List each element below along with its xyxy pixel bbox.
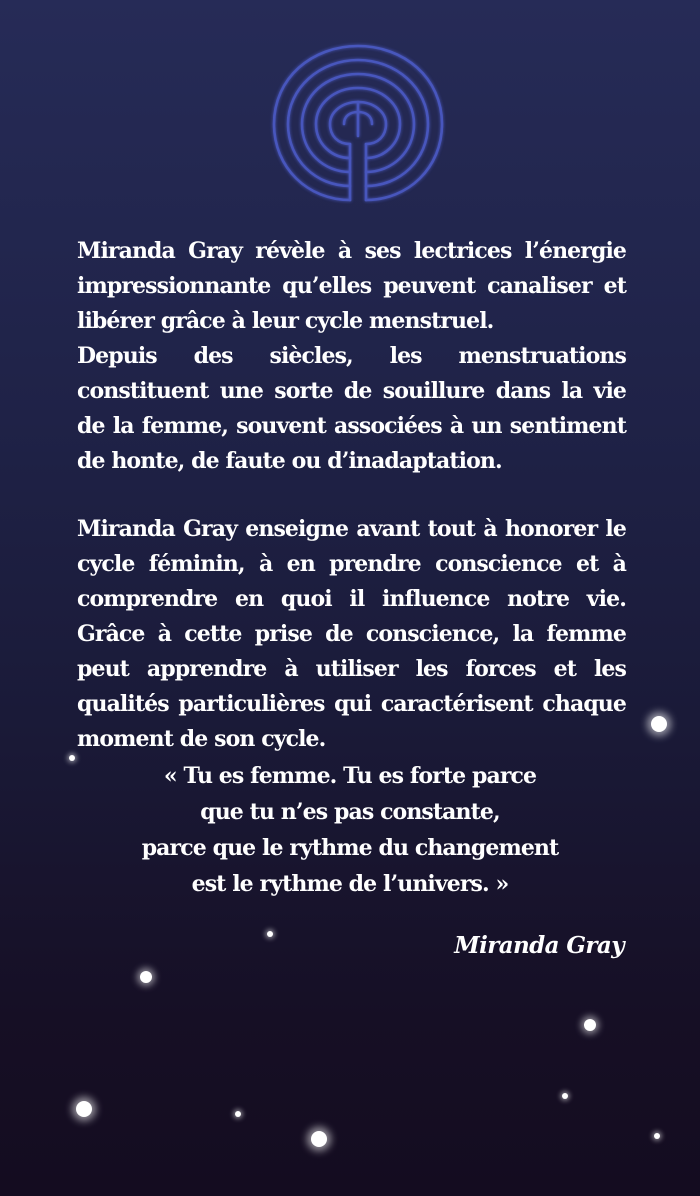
star-icon: [235, 1111, 241, 1117]
history-paragraph: Depuis des siècles, les menstruations constituent une sorte de souillure dans la vie de la femme, souvent associées à un sentiment de honte, de faute ou d’inadaptation.: [77, 343, 626, 474]
description-block-1: [77, 234, 626, 479]
star-icon: [654, 1133, 660, 1139]
labyrinth-icon: [268, 40, 448, 210]
star-icon: [651, 716, 667, 732]
quote-line: parce que le rythme du changement: [141, 835, 559, 861]
star-icon: [584, 1019, 596, 1031]
star-icon: [311, 1131, 327, 1147]
quote: [100, 758, 600, 902]
quote-line: est le rythme de l’univers. »: [191, 871, 509, 897]
star-icon: [69, 755, 75, 761]
quote-attribution: Miranda Gray: [454, 932, 624, 959]
star-icon: [76, 1101, 92, 1117]
star-icon: [140, 971, 152, 983]
description-block-2: [77, 512, 626, 757]
star-icon: [562, 1093, 568, 1099]
quote-line: que tu n’es pas constante,: [200, 799, 500, 825]
star-icon: [267, 931, 273, 937]
quote-line: « Tu es femme. Tu es forte parce: [163, 763, 537, 789]
intro-paragraph: Miranda Gray révèle à ses lectrices l’énergie impressionnante qu’elles peuvent canaliser et libérer grâce à leur cycle menstruel.: [77, 238, 626, 334]
teaching-paragraph: Miranda Gray enseigne avant tout à honorer le cycle féminin, à en prendre conscience et à comprendre en quoi il influence notre vie. Grâce à cette prise de conscience, la femme peut apprendre à utiliser les forces et les qualités particulières qui caractérisent chaque moment de son cycle.: [77, 516, 626, 752]
